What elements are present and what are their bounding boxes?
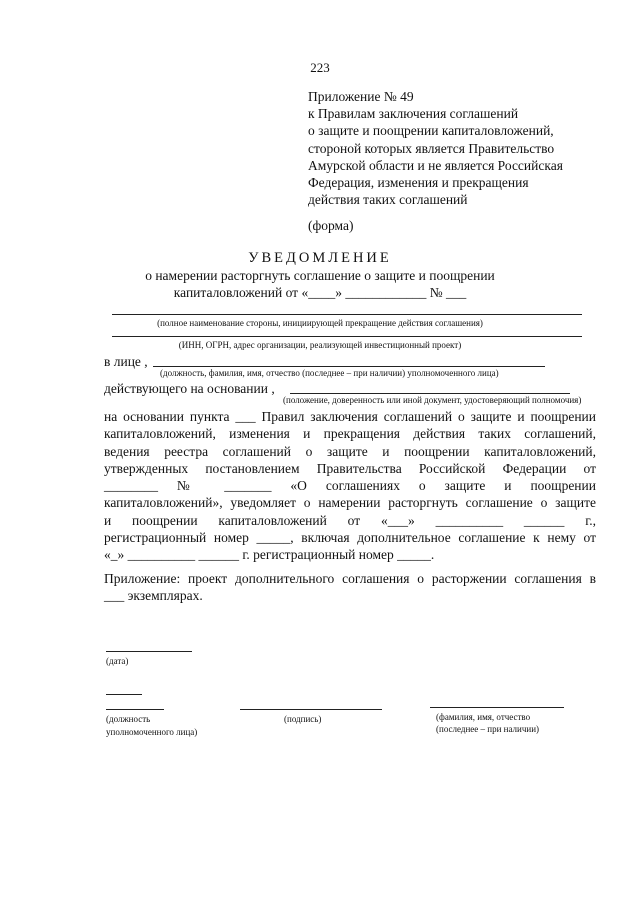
name-line (430, 707, 564, 708)
appendix-line: о защите и поощрении капиталовложений, (308, 123, 554, 139)
full-name-line (112, 314, 582, 315)
paragraph-line: регистрационный номер _____, включая дополнительное соглашение к нему от (104, 530, 596, 546)
appendix-line: к Правилам заключения соглашений (308, 106, 519, 122)
paragraph-line: «_» __________ ______ г. регистрационный номер _____. (104, 547, 435, 563)
main-paragraph (104, 408, 596, 564)
paragraph-line: и поощрении капиталовложений от «___» __________ ______ г., (104, 512, 596, 528)
paragraph-line: капиталовложений, изменения и прекращения действия таких соглашений, (104, 426, 596, 442)
in-person-line (153, 366, 545, 367)
paragraph-line: ведения реестра соглашений о защите и поощрении капиталовложений, (104, 443, 596, 459)
document-subtitle-line-1: о намерении расторгнуть соглашение о защите и поощрении (145, 268, 495, 283)
date-line (106, 651, 192, 652)
name-caption-1: (фамилия, имя, отчество (436, 712, 531, 722)
form-label: (форма) (308, 218, 354, 233)
date-caption: (дата) (106, 656, 129, 666)
appendix-line: Приложение № 49 (308, 89, 414, 104)
paragraph-line: капиталовложений», уведомляет о намерении расторгнуть соглашение о защите (104, 495, 596, 511)
appendix-line: стороной которых является Правительство (308, 140, 555, 156)
document-subtitle-line-2: капиталовложений от «____» ____________ № ___ (173, 285, 467, 300)
signature-line (240, 709, 382, 710)
appendix-line: Федерация, изменения и прекращения (308, 175, 529, 191)
attachment-paragraph (104, 570, 596, 605)
position-caption-2: уполномоченного лица) (106, 727, 198, 737)
acting-basis-label: действующего на основании , (104, 381, 275, 396)
position-caption: (должность, фамилия, имя, отчество (последнее – при наличии) уполномоченного лица) (160, 368, 499, 378)
paragraph-line: ________ № _______ «О соглашениях о защите и поощрении (104, 478, 596, 494)
paragraph-line: утвержденных постановлением Правительства Российской Федерации от (104, 460, 596, 476)
basis-caption: (положение, доверенность или иной документ, удостоверяющий полномочия) (283, 395, 582, 405)
inn-caption: (ИНН, ОГРН, адрес организации, реализующей инвестиционный проект) (178, 340, 462, 350)
signature-caption: (подпись) (284, 714, 322, 724)
position-line (106, 709, 164, 710)
appendix-line: Амурской области и не является Российская (308, 157, 563, 173)
attachment-line: Приложение: проект дополнительного соглашения о расторжении соглашения в (104, 571, 596, 586)
acting-basis-line (290, 393, 570, 394)
appendix-line: действия таких соглашений (308, 192, 468, 208)
page-number: 223 (310, 60, 330, 75)
position-short-line (106, 694, 142, 695)
inn-line (112, 336, 582, 337)
name-caption-2: (последнее – при наличии) (436, 724, 540, 734)
appendix-reference (308, 88, 563, 208)
full-name-caption: (полное наименование стороны, инициирующей прекращение действия соглашения) (157, 318, 483, 328)
attachment-line: ___ экземплярах. (104, 588, 203, 604)
document-title: УВЕДОМЛЕНИЕ (248, 250, 392, 266)
position-caption-1: (должность (106, 714, 151, 724)
in-person-label: в лице , (104, 354, 148, 369)
paragraph-line: на основании пункта ___ Правил заключения соглашений о защите и поощрении (104, 409, 596, 424)
